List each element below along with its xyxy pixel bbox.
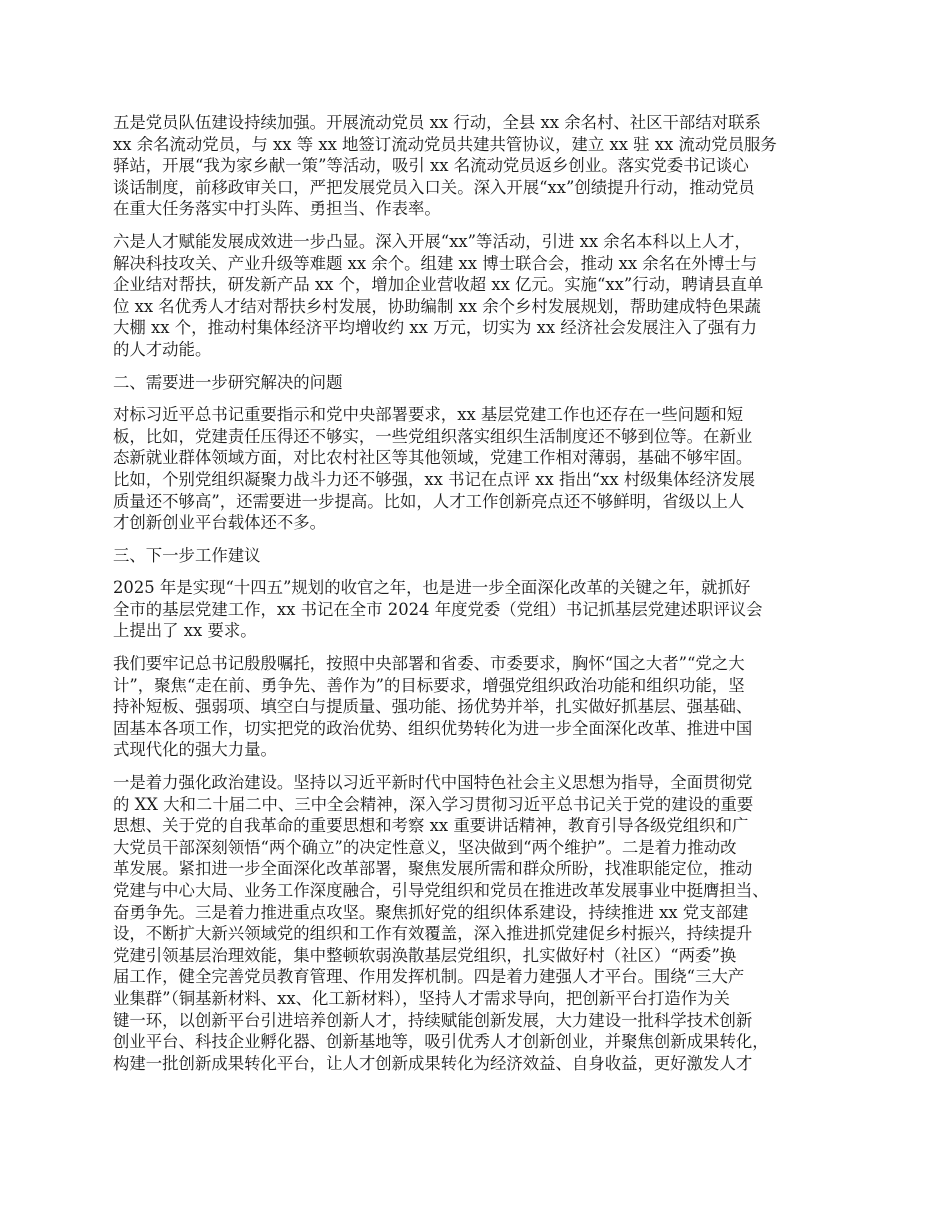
text-line: 党建引领基层治理效能，集中整顿软弱涣散基层党组织，扎实做好村（社区）“两委”换 <box>113 945 737 965</box>
text-line: 才创新创业平台载体还不多。 <box>113 513 327 533</box>
text-line: 键一环，以创新平台引进培养创新人才，持续赋能创新发展，大力建设一批科学技术创新 <box>113 1010 753 1030</box>
text-line: 式现代化的强大力量。 <box>113 740 277 760</box>
paragraph-problems <box>113 404 855 534</box>
paragraph-party-members <box>113 112 855 220</box>
text-line: 六是人才赋能发展成效进一步凸显。深入开展“xx”等活动，引进 xx 余名本科以上人才， <box>113 231 751 251</box>
text-line: 板，比如，党建责任压得还不够实，一些党组织落实组织生活制度还不够到位等。在新业 <box>113 426 753 446</box>
document-body <box>113 112 855 1085</box>
text-line: 全市的基层党建工作，xx 书记在全市 2024 年度党委（党组）书记抓基层党建述职评议会 <box>113 599 763 619</box>
section-heading-suggestions <box>113 545 855 567</box>
text-line: 一是着力强化政治建设。坚持以习近平新时代中国特色社会主义思想为指导，全面贯彻党 <box>113 773 753 793</box>
text-line: 解决科技攻关、产业升级等难题 xx 余个。组建 xx 博士联合会，推动 xx 余名在外博士与 <box>113 253 758 273</box>
text-line: 上提出了 xx 要求。 <box>113 621 257 641</box>
text-line: 五是党员队伍建设持续加强。开展流动党员 xx 行动，全县 xx 余名村、社区干部结对联系 <box>113 113 761 132</box>
text-line: 在重大任务落实中打头阵、勇担当、作表率。 <box>113 199 441 219</box>
paragraph-2025 <box>113 577 855 642</box>
text-line: 的 XX 大和二十届二中、三中全会精神，深入学习贯彻习近平总书记关于党的建设的重要 <box>113 794 754 814</box>
text-line: 计”，聚焦“走在前、勇争先、善作为”的目标要求，增强党组织政治功能和组织功能，坚 <box>113 675 745 695</box>
text-line: 态新就业群体领域方面，对比农村社区等其他领域，党建工作相对薄弱，基础不够牢固。 <box>113 448 753 468</box>
text-line: 企业结对帮扶，研发新产品 xx 个，增加企业营收超 xx 亿元。实施“xx”行动，聘请县直单 <box>113 275 764 295</box>
text-line: 党建与中心大局、业务工作深度融合，引导党组织和党员在推进改革发展事业中挺膺担当、 <box>113 881 769 900</box>
paragraph-talent <box>113 231 855 361</box>
text-line: 我们要牢记总书记殷殷嘱托，按照中央部署和省委、市委要求，胸怀“国之大者”“党之大 <box>113 654 745 674</box>
text-line: 创业平台、科技企业孵化器、创新基地等，吸引优秀人才创新创业，并聚焦创新成果转化， <box>113 1032 769 1052</box>
text-line: 驿站，开展“我为家乡献一策”等活动，吸引 xx 名流动党员返乡创业。落实党委书记谈心 <box>113 156 749 176</box>
text-line: 思想、关于党的自我革命的重要思想和考察 xx 重要讲话精神，教育引导各级党组织和广 <box>113 816 749 836</box>
text-line: 大棚 xx 个，推动村集体经济平均增收约 xx 万元，切实为 xx 经济社会发展注入了强有力 <box>113 318 758 338</box>
heading-text: 三、下一步工作建议 <box>113 545 261 565</box>
text-line: 奋勇争先。三是着力推进重点攻坚。聚焦抓好党的组织体系建设，持续推进 xx 党支部建 <box>113 902 749 922</box>
heading-text: 二、需要进一步研究解决的问题 <box>113 372 343 392</box>
text-line: 2025 年是实现“十四五”规划的收官之年，也是进一步全面深化改革的关键之年，就抓好 <box>113 578 751 598</box>
text-line: 位 xx 名优秀人才结对帮扶乡村发展，协助编制 xx 余个乡村发展规划，帮助建成特色果蔬 <box>113 296 761 316</box>
text-line: 革发展。紧扣进一步全面深化改革部署，聚焦发展所需和群众所盼，找准职能定位，推动 <box>113 859 753 879</box>
text-line: 比如，个别党组织凝聚力战斗力还不够强，xx 书记在点评 xx 指出“xx 村级集体经济发展 <box>113 469 755 489</box>
section-heading-problems <box>113 372 855 394</box>
paragraph-mission <box>113 653 855 761</box>
text-line: 设，不断扩大新兴领域党的组织和工作有效覆盖，深入推进抓党建促乡村振兴，持续提升 <box>113 924 753 944</box>
text-line: 对标习近平总书记重要指示和党中央部署要求，xx 基层党建工作也还存在一些问题和短 <box>113 405 744 425</box>
text-line: 持补短板、强弱项、填空白与提质量、强功能、扬优势并举，扎实做好抓基层、强基础、 <box>113 697 753 717</box>
text-line: 质量还不够高”，还需要进一步提高。比如，人才工作创新亮点还不够鲜明，省级以上人 <box>113 491 745 511</box>
text-line: 构建一批创新成果转化平台，让人才创新成果转化为经济效益、自身收益，更好激发人才 <box>113 1053 753 1073</box>
paragraph-actions <box>113 772 855 1074</box>
text-line: xx 余名流动党员，与 xx 等 xx 地签订流动党员共建共管协议，建立 xx 驻 xx 流动党员服务 <box>113 134 777 154</box>
text-line: 的人才动能。 <box>113 339 212 359</box>
text-line: 业集群”（铜基新材料、xx、化工新材料），坚持人才需求导向，把创新平台打造作为关 <box>113 988 730 1008</box>
text-line: 谈话制度，前移政审关口，严把发展党员入口关。深入开展“xx”创绩提升行动，推动党员 <box>113 177 755 197</box>
text-line: 大党员干部深刻领悟“两个确立”的决定性意义，坚决做到“两个维护”。二是着力推动改 <box>113 837 737 857</box>
text-line: 固基本各项工作，切实把党的政治优势、组织优势转化为进一步全面深化改革、推进中国 <box>113 718 753 738</box>
text-line: 届工作，健全完善党员教育管理、作用发挥机制。四是着力建强人才平台。围绕“三大产 <box>113 967 745 987</box>
